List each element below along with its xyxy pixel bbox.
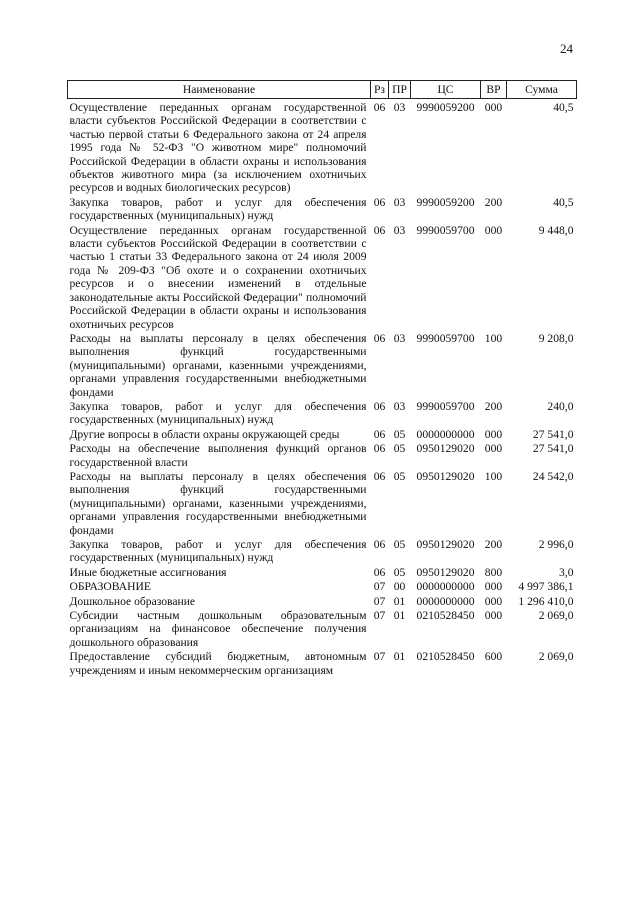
row-sum: 27 541,0 bbox=[532, 442, 574, 456]
row-name: Иные бюджетные ассигнования bbox=[69, 565, 227, 579]
table-row bbox=[68, 332, 577, 400]
row-rz: 07 bbox=[373, 650, 386, 664]
row-rz: 06 bbox=[373, 223, 386, 237]
row-vr: 100 bbox=[484, 469, 503, 483]
row-name: Субсидии частным дошкольным образовательным организациям на финансовое обеспечение получения дошкольного образования bbox=[69, 609, 367, 649]
row-pr: 05 bbox=[393, 442, 406, 456]
row-pr: 05 bbox=[393, 469, 406, 483]
row-cs: 9990059700 bbox=[416, 399, 475, 413]
table-row bbox=[68, 428, 577, 442]
table-row bbox=[68, 595, 577, 609]
row-name: Дошкольное образование bbox=[69, 594, 196, 608]
row-vr: 000 bbox=[484, 580, 503, 594]
row-vr: 000 bbox=[484, 609, 503, 623]
row-sum: 40,5 bbox=[553, 195, 574, 209]
row-cs: 0950129020 bbox=[416, 538, 475, 551]
row-rz: 06 bbox=[373, 331, 386, 345]
row-vr: 000 bbox=[484, 442, 503, 456]
row-sum: 24 542,0 bbox=[532, 469, 574, 483]
row-cs: 0950129020 bbox=[416, 469, 475, 483]
table-row bbox=[68, 442, 577, 470]
row-name: Другие вопросы в области охраны окружающей среды bbox=[69, 427, 340, 441]
row-pr: 03 bbox=[393, 101, 406, 114]
row-vr: 800 bbox=[484, 565, 503, 579]
row-pr: 03 bbox=[393, 223, 406, 237]
row-sum: 9 448,0 bbox=[538, 223, 574, 237]
row-vr: 200 bbox=[484, 538, 503, 551]
row-sum: 9 208,0 bbox=[538, 331, 574, 345]
row-cs: 9990059200 bbox=[416, 101, 475, 114]
table-row bbox=[68, 566, 577, 580]
row-name: Закупка товаров, работ и услуг для обеспечения государственных (муниципальных) нужд bbox=[69, 399, 367, 427]
row-rz: 07 bbox=[373, 580, 386, 594]
row-rz: 07 bbox=[373, 594, 386, 608]
table-row bbox=[68, 538, 577, 566]
row-cs: 9990059700 bbox=[416, 331, 475, 345]
row-vr: 600 bbox=[484, 650, 503, 664]
header-pr: ПР bbox=[389, 81, 411, 99]
row-vr: 100 bbox=[484, 331, 503, 345]
budget-table bbox=[67, 80, 577, 678]
row-vr: 200 bbox=[484, 399, 503, 413]
row-pr: 05 bbox=[393, 538, 406, 551]
row-name: Осуществление переданных органам государственной власти субъектов Российской Федерации в соответствии с частью 1 статьи 33 Федерального закона от 24 июля 2009 года № 209-ФЗ "Об охоте и о сохранении охотничьих ресурсов и о внесении изменений в отдельные законодательные акты Российской Федерации" полномочий Российской Федерации в области охраны и использования охотничьих ресурсов bbox=[69, 223, 367, 331]
row-cs: 0000000000 bbox=[416, 594, 475, 608]
header-cs: ЦС bbox=[411, 81, 481, 99]
row-pr: 01 bbox=[393, 609, 406, 623]
row-pr: 05 bbox=[393, 565, 406, 579]
header-sum: Сумма bbox=[507, 81, 577, 99]
table-header bbox=[68, 81, 577, 99]
row-rz: 06 bbox=[373, 565, 386, 579]
header-name: Наименование bbox=[68, 81, 371, 99]
row-vr: 000 bbox=[484, 101, 503, 114]
table-row bbox=[68, 580, 577, 594]
row-rz: 06 bbox=[373, 469, 386, 483]
row-pr: 03 bbox=[393, 399, 406, 413]
table-row bbox=[68, 650, 577, 678]
row-pr: 03 bbox=[393, 195, 406, 209]
table-row bbox=[68, 609, 577, 650]
row-vr: 200 bbox=[484, 195, 503, 209]
table-row bbox=[68, 196, 577, 224]
row-name: Закупка товаров, работ и услуг для обеспечения государственных (муниципальных) нужд bbox=[69, 538, 367, 565]
row-sum: 40,5 bbox=[553, 101, 574, 114]
row-cs: 0000000000 bbox=[416, 427, 475, 441]
row-sum: 4 997 386,1 bbox=[518, 580, 574, 594]
row-vr: 000 bbox=[484, 223, 503, 237]
table-row bbox=[68, 400, 577, 428]
row-vr: 000 bbox=[484, 427, 503, 441]
row-rz: 06 bbox=[373, 538, 386, 551]
row-pr: 01 bbox=[393, 650, 406, 664]
page-number: 24 bbox=[560, 41, 573, 56]
row-cs: 0210528450 bbox=[416, 650, 475, 664]
row-sum: 27 541,0 bbox=[532, 427, 574, 441]
row-sum: 1 296 410,0 bbox=[518, 594, 574, 608]
row-rz: 06 bbox=[373, 427, 386, 441]
row-rz: 06 bbox=[373, 101, 386, 114]
row-sum: 240,0 bbox=[547, 399, 574, 413]
header-vr: ВР bbox=[481, 81, 507, 99]
row-name: Предоставление субсидий бюджетным, автономным учреждениям и иным некоммерческим организациям bbox=[69, 650, 367, 677]
row-pr: 05 bbox=[393, 427, 406, 441]
row-rz: 06 bbox=[373, 442, 386, 456]
row-sum: 2 069,0 bbox=[538, 609, 574, 623]
row-cs: 9990059700 bbox=[416, 223, 475, 237]
row-cs: 0950129020 bbox=[416, 565, 475, 579]
row-name: ОБРАЗОВАНИЕ bbox=[69, 580, 151, 594]
row-name: Осуществление переданных органам государственной власти субъектов Российской Федерации в соответствии с частью первой статьи 6 Федерального закона от 24 апреля 1995 года № 52-ФЗ "О животном мире" полномочий Российской Федерации в области охраны и использования объектов животного мира (за исключением охотничьих ресурсов и водных биологических ресурсов) bbox=[69, 101, 367, 195]
header-rz: Рз bbox=[371, 81, 389, 99]
row-pr: 03 bbox=[393, 331, 406, 345]
row-rz: 06 bbox=[373, 195, 386, 209]
row-sum: 2 069,0 bbox=[538, 650, 574, 664]
row-cs: 0950129020 bbox=[416, 442, 475, 456]
table-row bbox=[68, 470, 577, 538]
row-cs: 9990059200 bbox=[416, 195, 475, 209]
row-sum: 3,0 bbox=[559, 565, 574, 579]
row-name: Расходы на выплаты персоналу в целях обеспечения выполнения функций государственными (муниципальными) органами, казенными учреждениями, органами управления государственными внебюджетными фондами bbox=[69, 331, 367, 399]
row-pr: 01 bbox=[393, 594, 406, 608]
row-cs: 0000000000 bbox=[416, 580, 475, 594]
row-rz: 06 bbox=[373, 399, 386, 413]
table-row bbox=[68, 99, 577, 196]
row-name: Расходы на обеспечение выполнения функций органов государственной власти bbox=[69, 442, 367, 469]
row-sum: 2 996,0 bbox=[538, 538, 574, 551]
row-rz: 07 bbox=[373, 609, 386, 623]
row-name: Закупка товаров, работ и услуг для обеспечения государственных (муниципальных) нужд bbox=[69, 195, 367, 223]
row-name: Расходы на выплаты персоналу в целях обеспечения выполнения функций государственными (муниципальными) органами, казенными учреждениями, органами управления государственными внебюджетными фондами bbox=[69, 469, 367, 537]
row-pr: 00 bbox=[393, 580, 406, 594]
table-row bbox=[68, 224, 577, 332]
row-vr: 000 bbox=[484, 594, 503, 608]
row-cs: 0210528450 bbox=[416, 609, 475, 623]
